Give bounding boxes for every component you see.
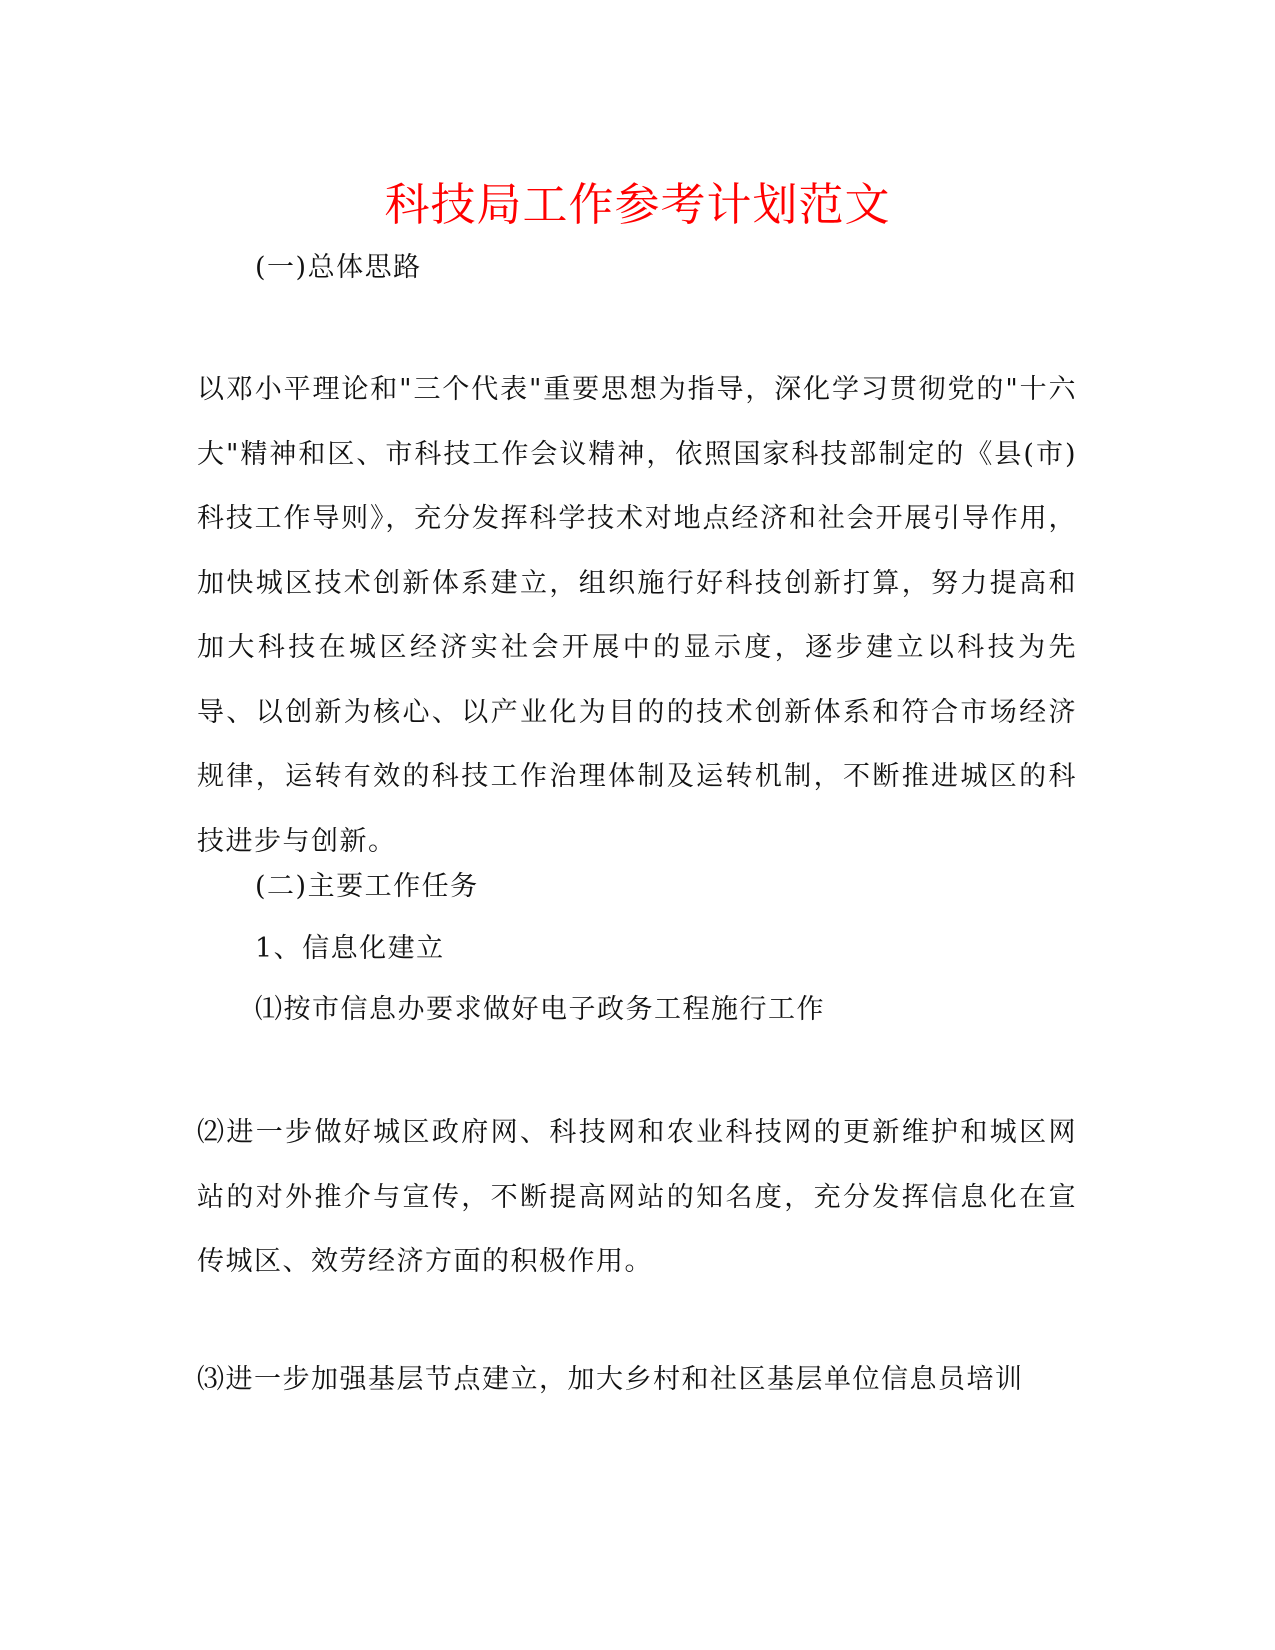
section-heading-overall-idea: (一)总体思路: [255, 252, 422, 283]
list-item-1: ⑴按市信息办要求做好电子政务工程施行工作: [255, 994, 825, 1025]
list-item-3: ⑶进一步加强基层节点建立，加大乡村和社区基层单位信息员培训: [197, 1364, 1024, 1395]
paragraph-overall-idea: 以邓小平理论和"三个代表"重要思想为指导，深化学习贯彻党的"十六大"精神和区、市科技工作会议精神，依照国家科技部制定的《县(市)科技工作导则》，充分发挥科学技术对地点经济和社会开展引导作用，加快城区技术创新体系建立，组织施行好科技创新打算，努力提高和加大科技在城区经济实社会开展中的显示度，逐步建立以科技为先导、以创新为核心、以产业化为目的的技术创新体系和符合市场经济规律，运转有效的科技工作治理体制及运转机制，不断推进城区的科技进步与创新。: [197, 374, 1077, 857]
section-heading-main-tasks: (二)主要工作任务: [255, 871, 479, 902]
subsection-heading-informatization: 1、信息化建立: [255, 933, 445, 964]
list-item-2: ⑵进一步做好城区政府网、科技网和农业科技网的更新维护和城区网站的对外推介与宣传，不断提高网站的知名度，充分发挥信息化在宣传城区、效劳经济方面的积极作用。: [197, 1117, 1077, 1277]
document-title: 科技局工作参考计划范文: [384, 178, 891, 231]
